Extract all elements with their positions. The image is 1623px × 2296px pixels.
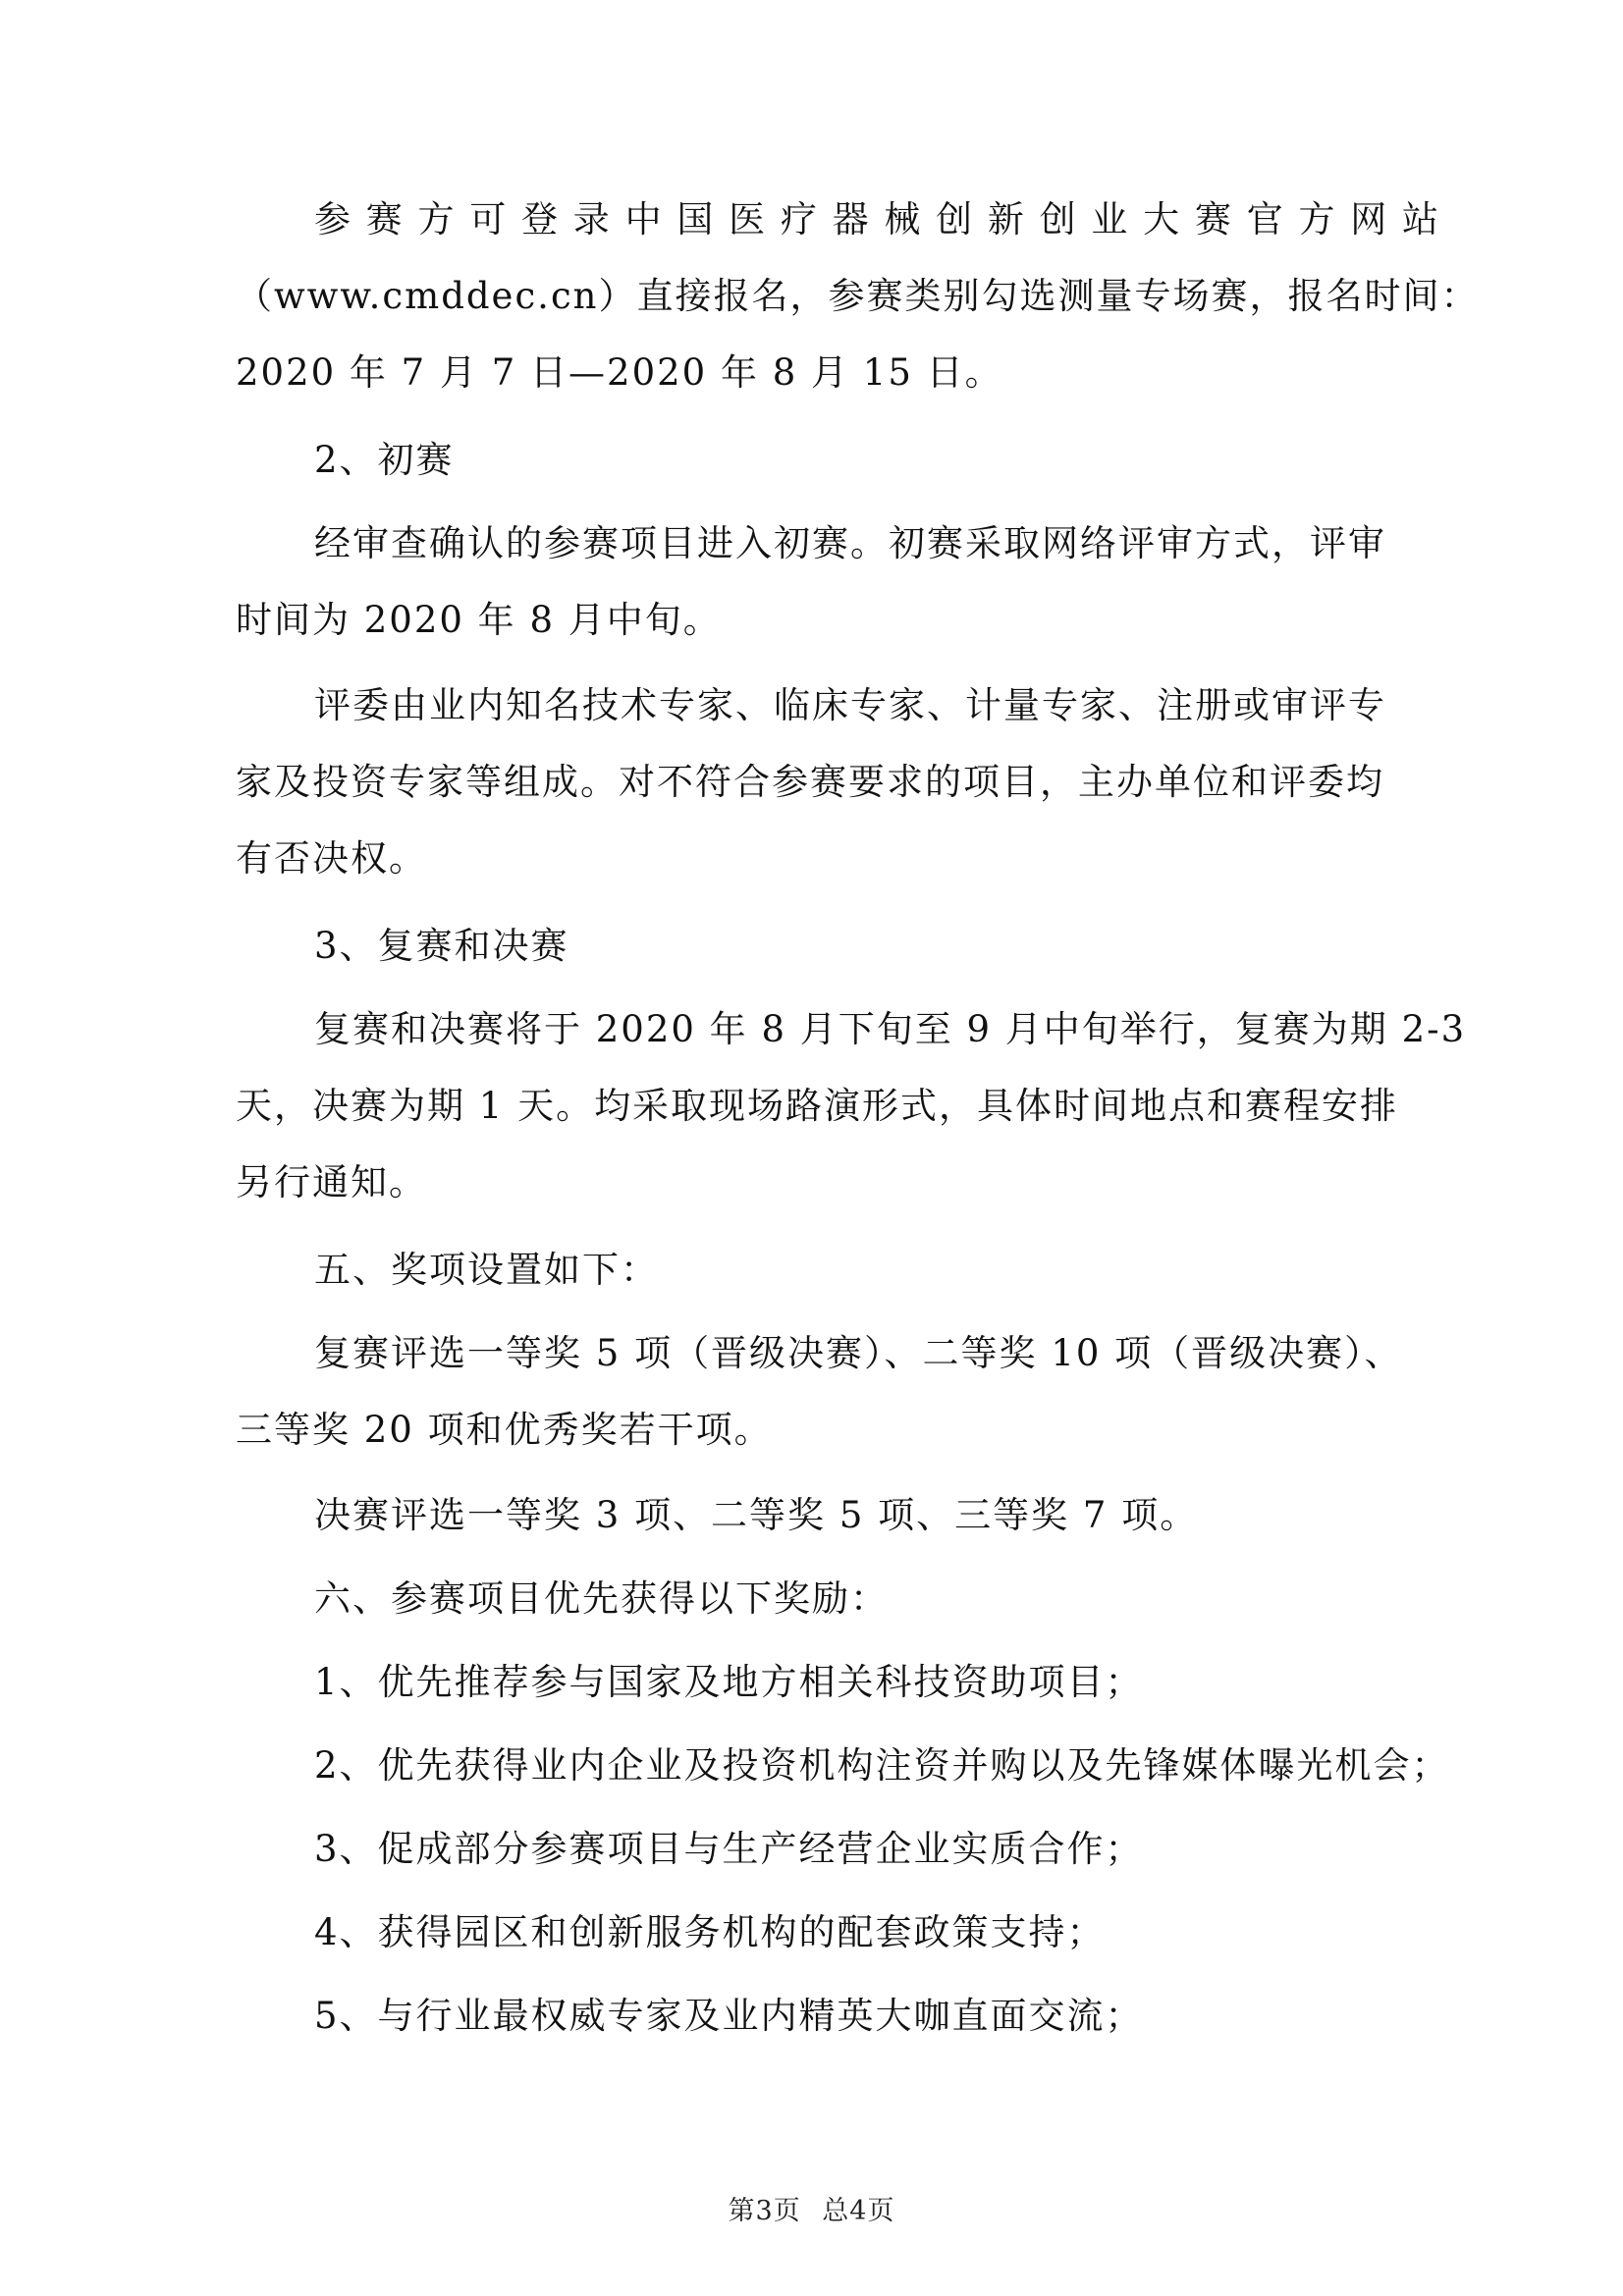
heading-preliminary [236,422,1414,499]
paragraph-semifinal-final [236,991,1467,1221]
text-line: 时间为 2020 年 8 月中旬。 [236,599,722,641]
heading-semifinal-final [236,908,1414,985]
text-line: 评委由业内知名技术专家、临床专家、计量专家、注册或审评专 [314,684,1386,726]
text-line: 3、复赛和决赛 [314,925,569,967]
text-line: 1、优先推荐参与国家及地方相关科技资助项目； [314,1661,1144,1703]
text-line: 复赛评选一等奖 5 项（晋级决赛）、二等奖 10 项（晋级决赛）、 [314,1332,1403,1374]
heading-awards [236,1232,1414,1308]
text-line: 家及投资专家等组成。对不符合参赛要求的项目，主办单位和评委均 [236,761,1384,803]
text-line: 天，决赛为期 1 天。均采取现场路演形式，具体时间地点和赛程安排 [236,1085,1399,1127]
text-line: 2、初赛 [314,439,455,481]
list-item-reward-1 [236,1644,1414,1721]
list-item-reward-2 [236,1728,1450,1804]
text-line: 复赛和决赛将于 2020 年 8 月下旬至 9 月中旬举行，复赛为期 2-3 [314,1008,1467,1050]
text-line: 有否决权。 [236,837,427,880]
paragraph-registration [236,182,1480,411]
list-item-reward-3 [236,1811,1414,1888]
text-line: 六、参赛项目优先获得以下奖励： [314,1577,889,1620]
text-line: 2、优先获得业内企业及投资机构注资并购以及先锋媒体曝光机会； [314,1744,1450,1787]
text-line: 4、获得园区和创新服务机构的配套政策支持； [314,1911,1106,1953]
paragraph-final-awards [236,1477,1414,1554]
page-number: 第3页 [728,2196,801,2226]
page-total: 总4页 [822,2196,895,2226]
list-item-reward-4 [236,1895,1414,1971]
text-line: 经审查确认的参赛项目进入初赛。初赛采取网络评审方式，评审 [314,522,1386,564]
text-line: 5、与行业最权威专家及业内精英大咖直面交流； [314,1995,1144,2037]
text-line: （www.cmddec.cn）直接报名，参赛类别勾选测量专场赛，报名时间： [236,275,1480,317]
text-line: 3、促成部分参赛项目与生产经营企业实质合作； [314,1828,1144,1870]
text-line: 参 赛 方 可 登 录 中 国 医 疗 器 械 创 新 创 业 大 赛 官 方 网 站 [314,198,1440,240]
text-line: 三等奖 20 项和优秀奖若干项。 [236,1409,773,1451]
paragraph-judges [236,667,1414,897]
paragraph-semifinal-awards [236,1315,1414,1468]
text-line: 决赛评选一等奖 3 项、二等奖 5 项、三等奖 7 项。 [314,1494,1199,1536]
text-line: 五、奖项设置如下： [314,1249,659,1291]
paragraph-preliminary [236,506,1414,659]
text-line: 另行通知。 [236,1161,427,1203]
text-line: 2020 年 7 月 7 日—2020 年 8 月 15 日。 [236,351,1003,394]
list-item-reward-5 [236,1978,1414,2055]
page-footer [0,2189,1623,2227]
heading-rewards [236,1561,1414,1637]
